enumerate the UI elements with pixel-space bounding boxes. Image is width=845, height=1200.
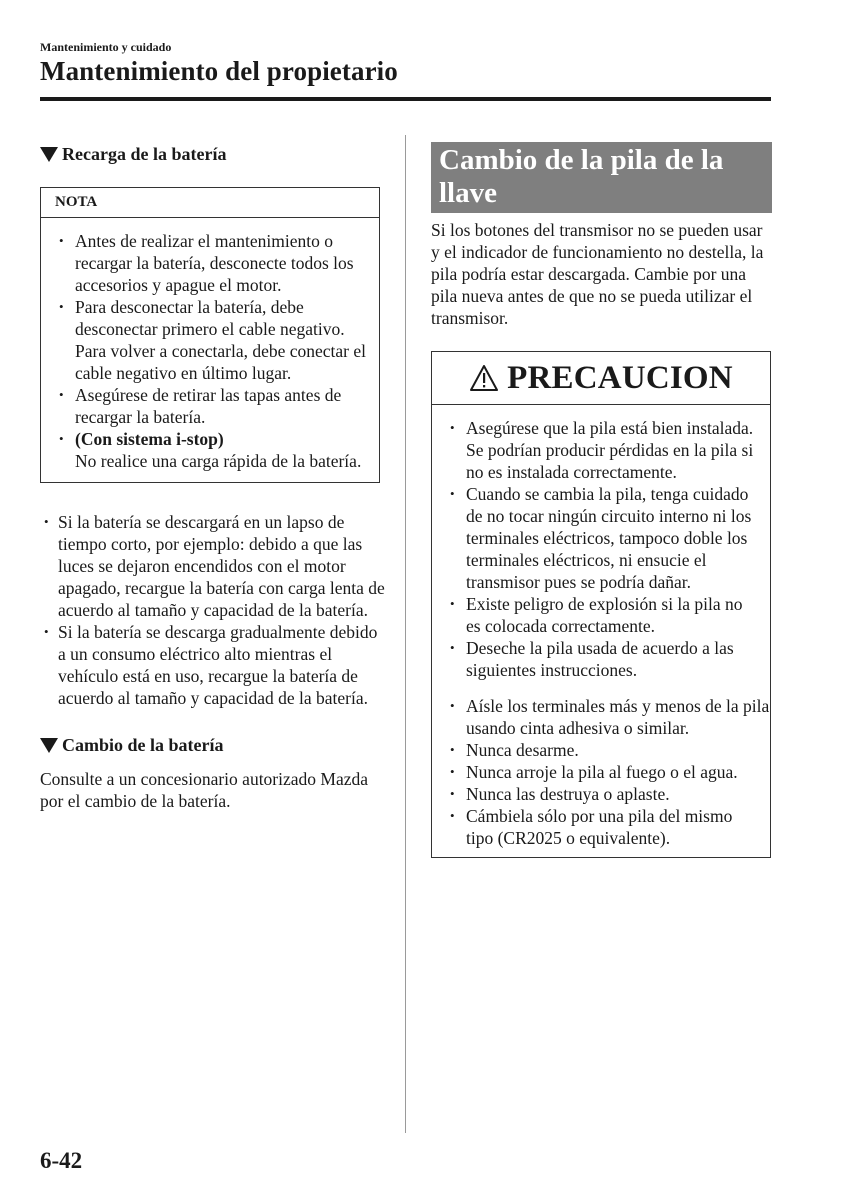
caution-item: • Asegúrese que la pila está bien instalada. Se podrían producir pérdidas en la pila si no es instalada correctamente. — [450, 417, 758, 483]
note-title: NOTA — [41, 188, 379, 218]
recharge-heading-text: Recarga de la batería — [62, 144, 227, 164]
warning-triangle-icon — [469, 364, 499, 392]
note-box — [40, 187, 380, 483]
caution-title — [432, 352, 770, 405]
recharge-bullets — [40, 511, 385, 709]
disposal-item: • Nunca desarme. — [450, 739, 770, 761]
key-battery-intro: Si los botones del transmisor no se pueden usar y el indicador de funcionamiento no destella, la pila podría estar descargada. Cambie por una pila nueva antes de que no se pueda utilizar el transmisor. — [431, 220, 764, 328]
note-item: • Para desconectar la batería, debe desconectar primero el cable negativo. Para volver a conectarla, debe conectar el cable negativo en último lugar. — [59, 296, 369, 384]
change-heading — [40, 735, 385, 756]
disposal-list — [432, 695, 770, 805]
caution-item: • Existe peligro de explosión si la pila no es colocada correctamente. — [450, 593, 758, 637]
caution-item: • Cuando se cambia la pila, tenga cuidado de no tocar ningún circuito interno ni los terminales eléctricos, tampoco doble los terminales eléctricos, ni ensucie el transmisor pues se podría dañar. — [450, 483, 758, 593]
caution-box — [431, 351, 771, 858]
recharge-bullet: • Si la batería se descarga gradualmente debido a un consumo eléctrico alto mientras el vehículo está en uso, recargue la batería de acuerdo al tamaño y capacidad de la batería. — [44, 621, 385, 709]
recharge-bullet: • Si la batería se descargará en un lapso de tiempo corto, por ejemplo: debido a que las luces se dejaron encendidos con el motor apagado, recargue la batería con carga lenta de acuerdo al tamaño y capacidad de la batería. — [44, 511, 385, 621]
left-column — [40, 140, 385, 812]
change-text: Consulte a un concesionario autorizado Mazda por el cambio de la batería. — [40, 769, 369, 811]
column-divider — [405, 135, 406, 1133]
note-list — [41, 218, 379, 482]
page-title: Mantenimiento del propietario — [40, 56, 398, 86]
note-item-istop — [59, 428, 369, 472]
caution-item: • Deseche la pila usada de acuerdo a las siguientes instrucciones. — [450, 637, 758, 681]
istop-text: No realice una carga rápida de la batería. — [75, 451, 362, 471]
triangle-bullet-icon — [40, 738, 58, 753]
caution-item: • Cámbiela sólo por una pila del mismo tipo (CR2025 o equivalente). — [450, 805, 758, 849]
recharge-heading — [40, 144, 385, 165]
caution-list — [432, 405, 770, 681]
note-item: • Antes de realizar el mantenimiento o recargar la batería, desconecte todos los accesorios y apague el motor. — [59, 230, 369, 296]
disposal-item: • Nunca las destruya o aplaste. — [450, 783, 770, 805]
note-item: • Asegúrese de retirar las tapas antes de recargar la batería. — [59, 384, 369, 428]
header-rule — [40, 97, 771, 101]
page-number: 6-42 — [40, 1148, 83, 1173]
disposal-item: • Aísle los terminales más y menos de la pila usando cinta adhesiva o similar. — [450, 695, 770, 739]
disposal-item: • Nunca arroje la pila al fuego o el agua. — [450, 761, 770, 783]
change-heading-text: Cambio de la batería — [62, 735, 224, 755]
right-column — [431, 142, 772, 858]
triangle-bullet-icon — [40, 147, 58, 162]
istop-label: (Con sistema i-stop) — [75, 429, 224, 449]
section-label: Mantenimiento y cuidado — [40, 40, 172, 54]
key-battery-heading: Cambio de la pila de la llave — [431, 142, 772, 213]
caution-title-text: PRECAUCION — [507, 359, 733, 396]
caution-list-tail — [432, 805, 770, 857]
